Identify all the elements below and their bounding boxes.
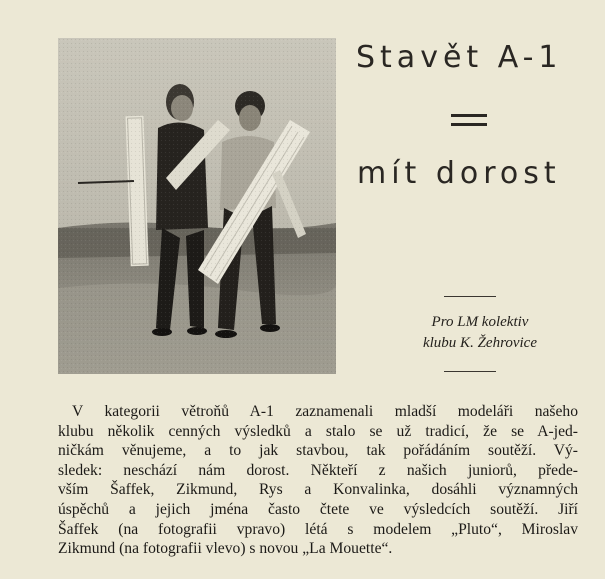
photo-two-boys-with-glider-models-icon: [58, 38, 336, 374]
author-line-2: klubu K. Žehrovice: [422, 335, 537, 351]
author-rule-top: [444, 296, 496, 297]
article-photo: [58, 38, 336, 374]
equals-bar-bottom: [451, 123, 487, 126]
body-line: Šaffek (na fotografii vpravo) létá s modelem „Pluto“, Miroslav: [58, 520, 578, 538]
body-line: Zikmund (na fotografii vlevo) s novou „La Mouette“.: [58, 540, 393, 558]
body-line: V kategorii větroňů A-1 zaznamenali mladší modeláři našeho: [72, 403, 578, 420]
body-line: ničkám věnujeme, a to jak stavbou, tak pořádáním soutěží. Vý-: [58, 442, 578, 460]
body-line: vším Šaffek, Zikmund, Rys a Konvalinka, dosáhli významných: [58, 481, 578, 499]
article-title-line-2: mít dorost: [357, 156, 561, 191]
article-body: [58, 402, 578, 559]
equals-bar-top: [451, 114, 487, 117]
author-line-1: Pro LM kolektiv: [431, 314, 529, 330]
author-rule-bottom: [444, 371, 496, 372]
article-title-line-1: Stavět A-1: [356, 40, 563, 75]
author-byline: [380, 312, 580, 354]
title-equals-separator: [451, 114, 487, 127]
body-line: klubu několik cenných výsledků a stalo se už tradicí, že se A-jed-: [58, 422, 578, 440]
body-line: úspěchů a jejich jména často čtete ve výsledcích soutěží. Jiří: [58, 500, 578, 518]
body-line: sledek: neschází nám dorost. Někteří z našich juniorů, přede-: [58, 461, 578, 479]
